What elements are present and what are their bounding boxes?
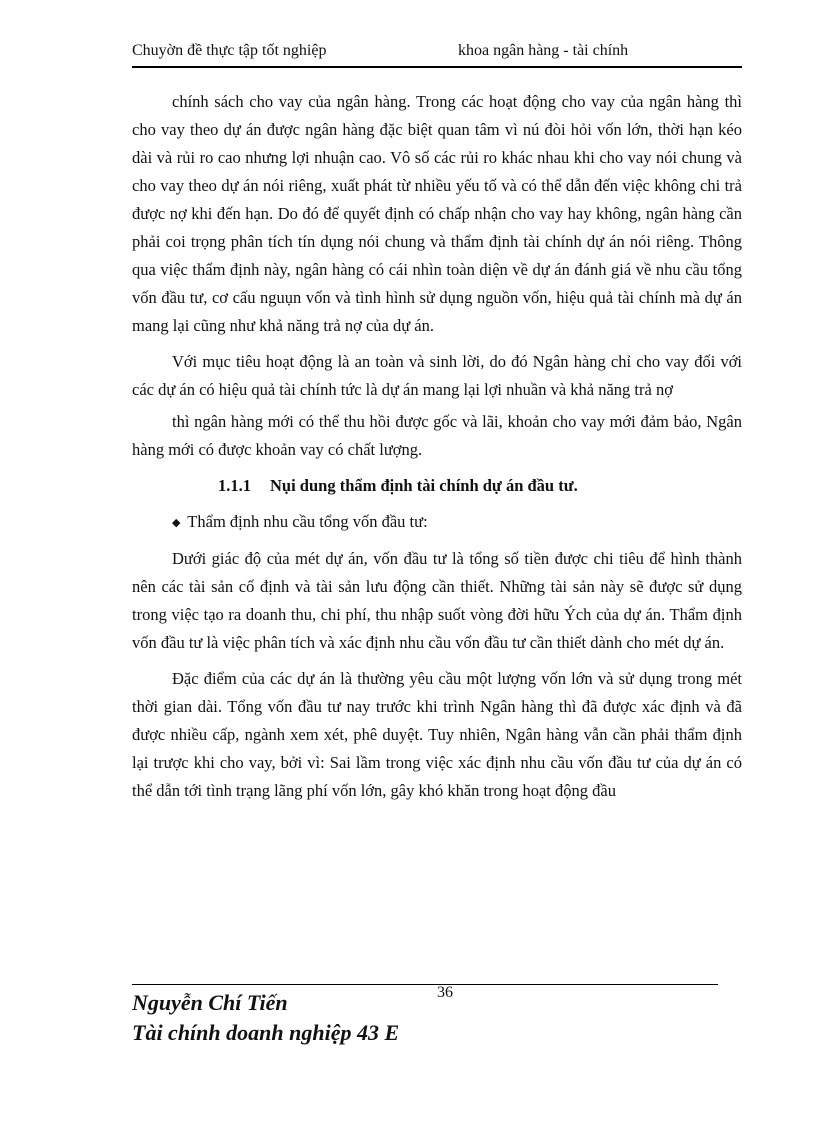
bullet-item xyxy=(132,508,742,537)
paragraph-4: Dưới giác độ của mét dự án, vốn đầu tư là tổng số tiền được chi tiêu để hình thành nên các tài sản cố định và tài sản lưu động cần thiết. Những tài sản này sẽ được sử dụng trong việc tạo ra doanh thu, chi phí, thu nhập suốt vòng đời hữu Ých của dự án. Thẩm định vốn đầu tư là việc phân tích và xác định nhu cầu vốn đầu tư cần thiết dành cho mét dự án. xyxy=(132,549,742,652)
paragraph-3: thì ngân hàng mới có thể thu hồi được gốc và lãi, khoản cho vay mới đảm bảo, Ngân hàng mới có được khoản vay có chất lượng. xyxy=(132,412,742,459)
author-name: Nguyễn Chí Tiến xyxy=(132,990,288,1015)
page-header xyxy=(132,42,742,68)
header-right-title: khoa ngân hàng - tài chính xyxy=(458,42,629,59)
footer-author-block xyxy=(132,988,399,1048)
diamond-bullet-icon: ◆ xyxy=(172,517,181,529)
paragraph-2: Với mục tiêu hoạt động là an toàn và sinh lời, do đó Ngân hàng chỉ cho vay đối với các dự án có hiệu quả tài chính tức là dự án mang lại lợi nhuần và khả năng trả nợ xyxy=(132,352,742,399)
paragraph-5: Đặc điểm của các dự án là thường yêu cầu một lượng vốn lớn và sử dụng trong mét thời gian dài. Tổng vốn đầu tư nay trước khi trình Ngân hàng thì đã được xác định và đã được nhiều cấp, ngành xem xét, phê duyệt. Tuy nhiên, Ngân hàng vẫn cần phải thẩm định lại trược khi cho vay, bởi vì: Sai lầm trong việc xác định nhu cầu vốn đầu tư của dự án có thể dẫn tới tình trạng lãng phí vốn lớn, gây khó khăn trong hoạt động đầu xyxy=(132,669,742,800)
document-body xyxy=(132,88,742,813)
author-class: Tài chính doanh nghiệp 43 E xyxy=(132,1020,400,1045)
paragraph-1: chính sách cho vay của ngân hàng. Trong các hoạt động cho vay của ngân hàng thì cho vay theo dự án được ngân hàng đặc biệt quan tâm vì nú đòi hỏi vốn lớn, thời hạn kéo dài và rủi ro cao nhưng lợi nhuận cao. Vô số các rủi ro khác nhau khi cho vay nói chung và cho vay theo dự án nói riêng, xuất phát từ nhiều yếu tố và có thể dẫn đến việc không chi trả được nợ khi đến hạn. Do đó để quyết định có chấp nhận cho vay hay không, ngân hàng cần phải coi trọng phân tích tín dụng nói chung và thẩm định tài chính dự án nói riêng. Thông qua việc thẩm định này, ngân hàng có cái nhìn toàn diện về dự án đánh giá về nhu cầu tổng vốn đầu tư, cơ cấu nguụn vốn và tình hình sử dụng nguồn vốn, hiệu quả tài chính mà dự án mang lại cũng như khả năng trả nợ của dự án. xyxy=(132,92,742,335)
section-heading xyxy=(132,472,742,500)
header-left-title: Chuyờn đề thực tập tốt nghiệp xyxy=(132,42,327,59)
footer-divider xyxy=(132,984,718,985)
bullet-text: Thẩm định nhu cầu tổng vốn đầu tư: xyxy=(187,512,428,531)
page-number: 36 xyxy=(437,984,453,1001)
section-title: Nụi dung thẩm định tài chính dự án đầu tư. xyxy=(270,476,578,495)
section-number: 1.1.1 xyxy=(218,476,251,495)
